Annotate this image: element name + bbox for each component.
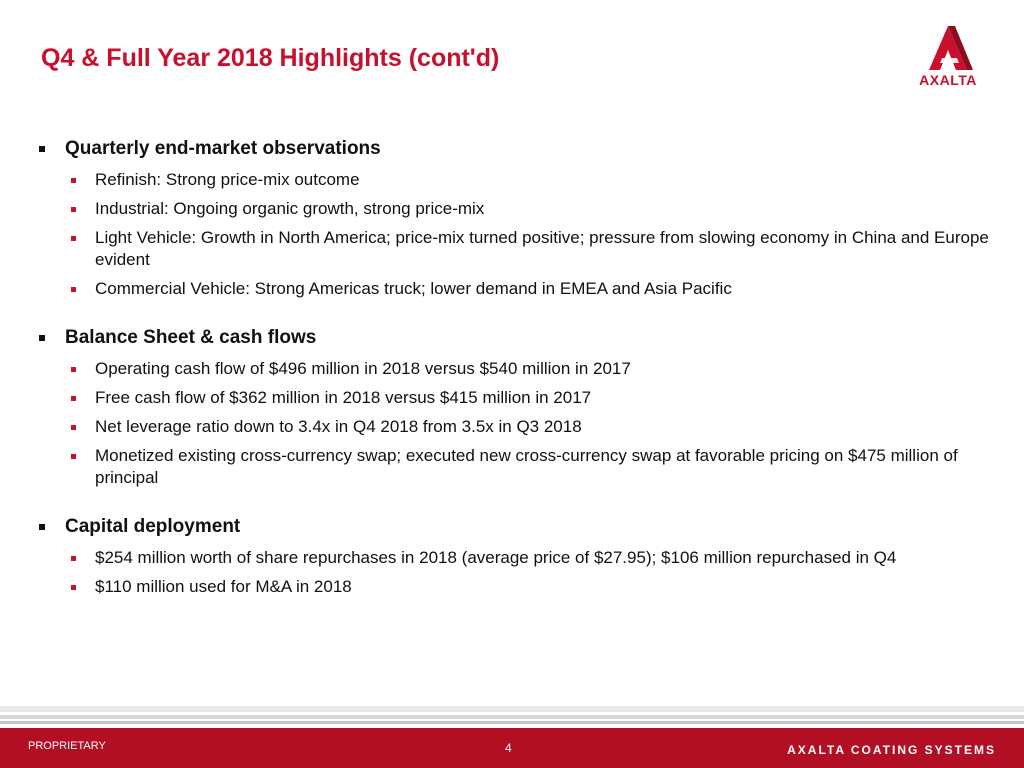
list-item-text: Monetized existing cross-currency swap; executed new cross-currency swap at favorable pricing on $475 million of principal	[95, 446, 958, 487]
list-item	[36, 445, 996, 489]
list-item	[36, 547, 996, 569]
red-square-bullet-icon	[71, 585, 76, 590]
red-square-bullet-icon	[71, 556, 76, 561]
square-bullet-icon	[39, 524, 45, 530]
divider	[0, 721, 1024, 724]
section-heading	[36, 327, 996, 349]
red-square-bullet-icon	[71, 178, 76, 183]
red-square-bullet-icon	[71, 207, 76, 212]
logo-wordmark: AXALTA	[919, 72, 977, 88]
section-capital-deployment	[36, 516, 996, 598]
bullet-list	[36, 358, 996, 489]
list-item-text: Commercial Vehicle: Strong Americas truck; lower demand in EMEA and Asia Pacific	[95, 279, 732, 298]
section-end-market	[36, 138, 996, 300]
axalta-logo	[905, 24, 991, 90]
list-item-text: Free cash flow of $362 million in 2018 versus $415 million in 2017	[95, 388, 592, 407]
list-item-text: Net leverage ratio down to 3.4x in Q4 2018 from 3.5x in Q3 2018	[95, 417, 582, 436]
bullet-list	[36, 547, 996, 598]
list-item-text: Operating cash flow of $496 million in 2018 versus $540 million in 2017	[95, 359, 631, 378]
list-item-text: $110 million used for M&A in 2018	[95, 577, 352, 596]
list-item-text: Refinish: Strong price-mix outcome	[95, 170, 360, 189]
section-heading-text: Capital deployment	[65, 516, 241, 537]
list-item	[36, 358, 996, 380]
list-item	[36, 169, 996, 191]
section-balance-sheet	[36, 327, 996, 489]
list-item	[36, 278, 996, 300]
list-item	[36, 576, 996, 598]
slide-content	[36, 138, 996, 625]
list-item-text: $254 million worth of share repurchases in 2018 (average price of $27.95); $106 million repurchased in Q4	[95, 548, 897, 567]
red-square-bullet-icon	[71, 454, 76, 459]
list-item	[36, 227, 996, 271]
section-heading-text: Balance Sheet & cash flows	[65, 327, 317, 348]
footer-brand: AXALTA COATING SYSTEMS	[787, 743, 996, 757]
section-heading-text: Quarterly end-market observations	[65, 138, 381, 159]
red-square-bullet-icon	[71, 396, 76, 401]
bullet-list	[36, 169, 996, 300]
red-square-bullet-icon	[71, 287, 76, 292]
square-bullet-icon	[39, 335, 45, 341]
red-square-bullet-icon	[71, 236, 76, 241]
footer-proprietary-label: PROPRIETARY	[28, 740, 106, 752]
divider	[0, 706, 1024, 712]
red-square-bullet-icon	[71, 425, 76, 430]
list-item-text: Industrial: Ongoing organic growth, strong price-mix	[95, 199, 485, 218]
section-heading	[36, 138, 996, 160]
list-item-text: Light Vehicle: Growth in North America; price-mix turned positive; pressure from slowing economy in China and Europe evident	[95, 228, 989, 269]
axalta-a-logo-icon	[905, 24, 991, 72]
square-bullet-icon	[39, 146, 45, 152]
list-item	[36, 387, 996, 409]
list-item	[36, 416, 996, 438]
red-square-bullet-icon	[71, 367, 76, 372]
footer-bar	[0, 728, 1024, 768]
list-item	[36, 198, 996, 220]
divider	[0, 715, 1024, 719]
page-number: 4	[505, 741, 512, 755]
footer-decorative-lines	[0, 706, 1024, 726]
slide-title: Q4 & Full Year 2018 Highlights (cont'd)	[41, 44, 500, 72]
section-heading	[36, 516, 996, 538]
